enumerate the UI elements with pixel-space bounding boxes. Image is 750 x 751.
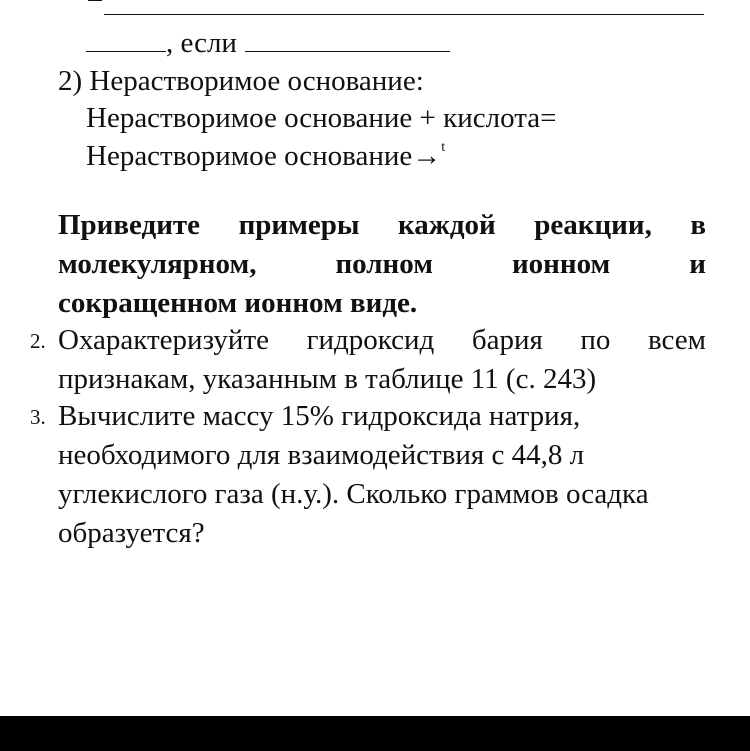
if-text: , если <box>166 27 237 59</box>
bottom-black-bar <box>0 716 750 751</box>
section-2-title: Нерастворимое основание: <box>89 65 424 97</box>
task-3-line-3: углекислого газа (н.у.). Сколько граммов осадка <box>58 478 649 510</box>
section-2-heading <box>58 64 424 98</box>
bold-instruction-line-2: молекулярном, полном ионном и <box>58 248 706 280</box>
reaction-heating-text: Нерастворимое основание→ <box>86 140 442 172</box>
bold-instruction-line-1: Приведите примеры каждой реакции, в <box>58 209 706 241</box>
reaction-with-acid: Нерастворимое основание + кислота= <box>86 102 557 134</box>
condition-line <box>86 26 450 60</box>
answer-blank-1 <box>86 29 166 52</box>
top-dash <box>88 0 102 1</box>
bold-instruction-line-3: сокращенном ионном виде. <box>58 287 418 319</box>
task-3 <box>30 397 706 553</box>
task-3-line-2: необходимого для взаимодействия с 44,8 л <box>58 439 585 471</box>
answer-blank-2 <box>245 29 450 52</box>
task-2-line-2: признакам, указанным в таблице 11 (с. 243) <box>58 363 597 395</box>
task-3-line-1: Вычислите массу 15% гидроксида натрия, <box>58 400 581 432</box>
task-3-number: 3. <box>30 405 46 429</box>
bold-instruction <box>58 206 706 323</box>
task-3-text <box>58 397 706 553</box>
reaction-heating <box>86 139 445 173</box>
section-2-number: 2) <box>58 65 83 97</box>
task-3-line-4: образуется? <box>58 517 205 549</box>
task-2 <box>30 321 706 399</box>
task-2-text <box>58 321 706 399</box>
task-2-line-1: Охарактеризуйте гидроксид бария по всем <box>58 324 706 356</box>
answer-blank-line-top <box>104 14 704 15</box>
heat-symbol: t <box>441 140 446 155</box>
task-2-number: 2. <box>30 329 46 353</box>
